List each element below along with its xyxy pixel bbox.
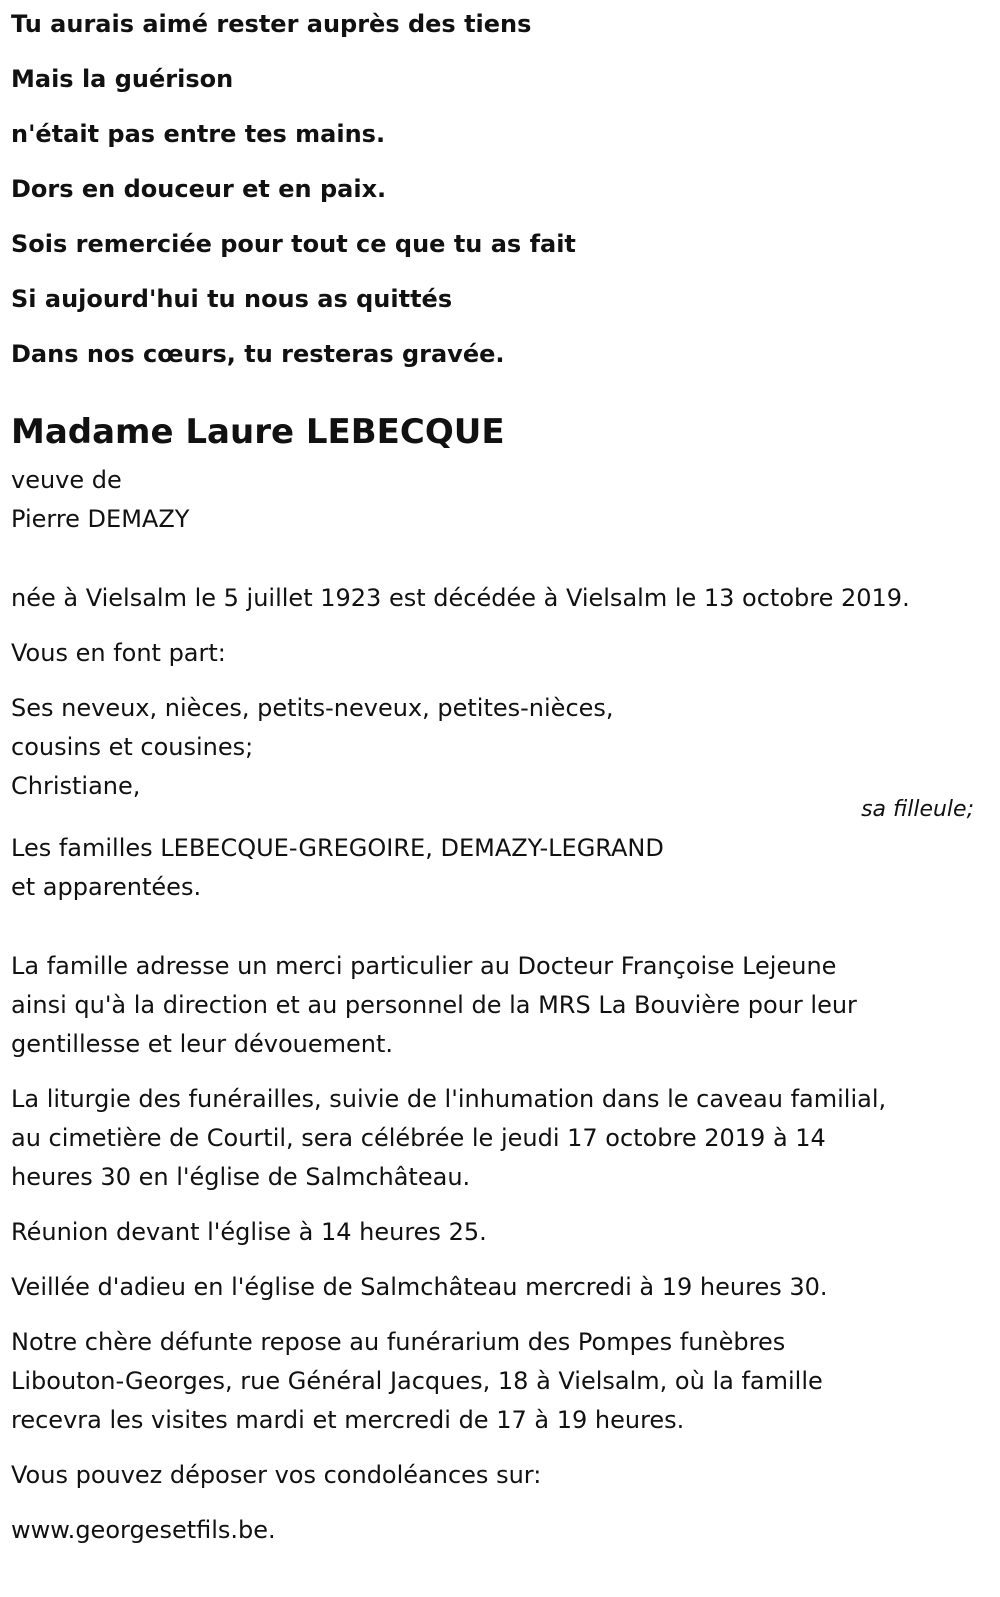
announcement-intro: Vous en font part: (11, 639, 226, 667)
relatives-line: Ses neveux, nièces, petits-neveux, petites-nièces, (11, 694, 614, 722)
birth-death-statement: née à Vielsalm le 5 juillet 1923 est décédée à Vielsalm le 13 octobre 2019. (11, 584, 910, 612)
widow-of-label: veuve de (11, 466, 122, 494)
condolences-website: www.georgesetfils.be. (11, 1516, 276, 1544)
relatives-line: cousins et cousines; (11, 733, 254, 761)
spouse-name: Pierre DEMAZY (11, 505, 190, 533)
funeral-home-line: recevra les visites mardi et mercredi de 17 à 19 heures. (11, 1406, 685, 1434)
meeting-info: Réunion devant l'église à 14 heures 25. (11, 1218, 487, 1246)
deceased-name: Madame Laure LEBECQUE (11, 412, 505, 452)
goddaughter-role: sa filleule; (861, 797, 974, 822)
thanks-line: gentillesse et leur dévouement. (11, 1030, 393, 1058)
families-line: et apparentées. (11, 873, 202, 901)
poem-line: Mais la guérison (11, 65, 234, 93)
funeral-home-line: Notre chère défunte repose au funérarium des Pompes funèbres (11, 1328, 786, 1356)
condolences-label: Vous pouvez déposer vos condoléances sur: (11, 1461, 542, 1489)
liturgy-line: heures 30 en l'église de Salmchâteau. (11, 1163, 471, 1191)
poem-line: Sois remerciée pour tout ce que tu as fait (11, 230, 576, 258)
liturgy-line: au cimetière de Courtil, sera célébrée le jeudi 17 octobre 2019 à 14 (11, 1124, 826, 1152)
poem-line: Si aujourd'hui tu nous as quittés (11, 285, 453, 313)
poem-line: Tu aurais aimé rester auprès des tiens (11, 10, 532, 38)
goddaughter-name: Christiane, (11, 772, 141, 800)
families-line: Les familles LEBECQUE-GREGOIRE, DEMAZY-LEGRAND (11, 834, 664, 862)
poem-line: Dors en douceur et en paix. (11, 175, 387, 203)
funeral-home-line: Libouton-Georges, rue Général Jacques, 18 à Vielsalm, où la famille (11, 1367, 823, 1395)
liturgy-line: La liturgie des funérailles, suivie de l'inhumation dans le caveau familial, (11, 1085, 887, 1113)
thanks-line: La famille adresse un merci particulier au Docteur Françoise Lejeune (11, 952, 837, 980)
poem-line: Dans nos cœurs, tu resteras gravée. (11, 340, 505, 368)
vigil-info: Veillée d'adieu en l'église de Salmchâteau mercredi à 19 heures 30. (11, 1273, 828, 1301)
thanks-line: ainsi qu'à la direction et au personnel de la MRS La Bouvière pour leur (11, 991, 857, 1019)
poem-line: n'était pas entre tes mains. (11, 120, 386, 148)
